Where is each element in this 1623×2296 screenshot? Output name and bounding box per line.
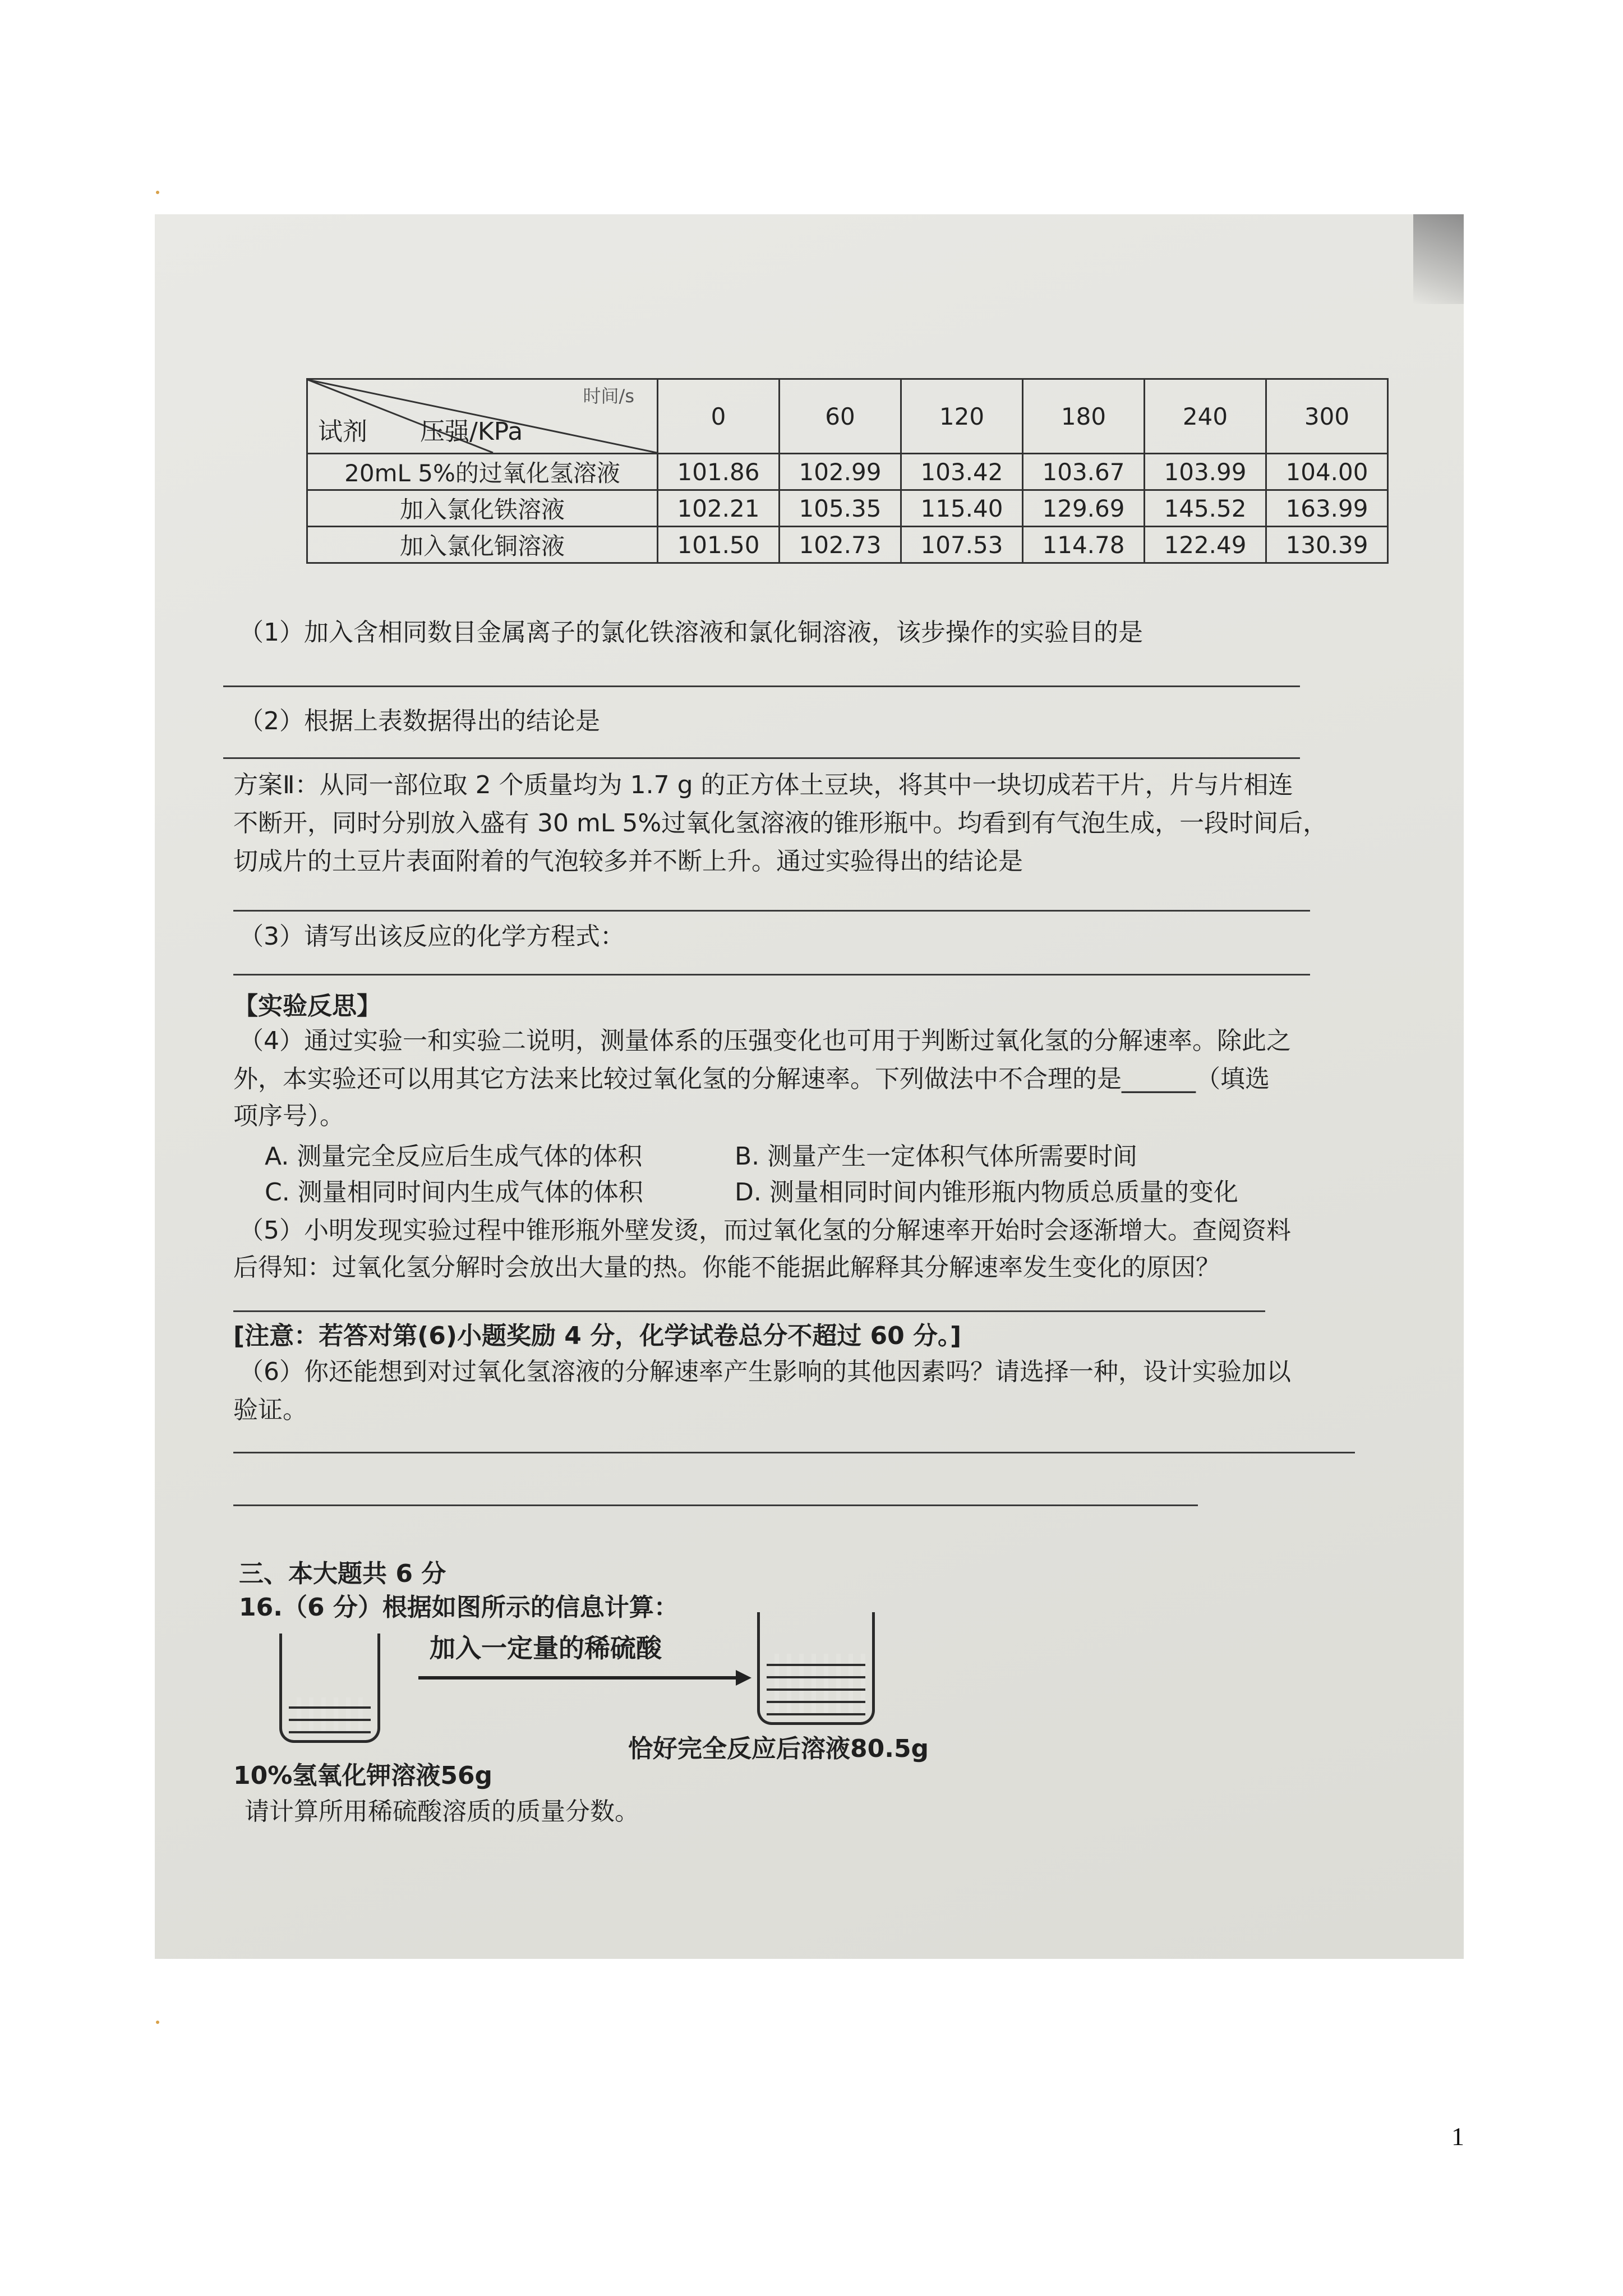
- answer-line-plan2[interactable]: [233, 910, 1310, 912]
- arrow-label: 加入一定量的稀硫酸: [430, 1633, 662, 1663]
- table-cell: 102.21: [658, 490, 780, 527]
- time-col: 60: [780, 379, 901, 454]
- left-beaker-solution: [289, 1697, 371, 1733]
- table-cell: 102.73: [780, 527, 901, 563]
- reaction-arrow: [418, 1676, 738, 1680]
- answer-line-5[interactable]: [233, 1310, 1265, 1312]
- right-beaker-solution: [767, 1654, 865, 1715]
- table-cell: 145.52: [1145, 490, 1266, 527]
- table-cell: 103.67: [1023, 454, 1145, 490]
- scanned-exam-page: [155, 214, 1464, 1959]
- question-4-line-3: 项序号）。: [233, 1102, 344, 1130]
- table-cell: 115.40: [901, 490, 1023, 527]
- answer-line-6b[interactable]: [233, 1504, 1198, 1506]
- question-3: （3）请写出该反应的化学方程式：: [239, 922, 625, 951]
- table-diagonal-header: [307, 379, 658, 454]
- table-cell: 101.50: [658, 527, 780, 563]
- reflection-title: 【实验反思】: [233, 992, 381, 1020]
- time-col: 300: [1266, 379, 1388, 454]
- row-label: 加入氯化铜溶液: [307, 527, 658, 563]
- table-cell: 114.78: [1023, 527, 1145, 563]
- right-beaker: [757, 1612, 875, 1725]
- question-2: （2）根据上表数据得出的结论是: [239, 707, 600, 735]
- question-6-line-1: （6）你还能想到对过氧化氢溶液的分解速率产生影响的其他因素吗？请选择一种，设计实验加以: [239, 1358, 1291, 1386]
- left-beaker: [279, 1634, 380, 1743]
- table-cell: 104.00: [1266, 454, 1388, 490]
- question-4-line-2: 外，本实验还可以用其它方法来比较过氧化氢的分解速率。下列做法中不合理的是______（填选: [233, 1065, 1270, 1093]
- page-number: 1: [1451, 2122, 1464, 2151]
- answer-line-2[interactable]: [223, 757, 1300, 759]
- option-c: C. 测量相同时间内生成气体的体积: [265, 1178, 643, 1207]
- margin-mark-bottom: [156, 2021, 159, 2024]
- question-4-line-1: （4）通过实验一和实验二说明，测量体系的压强变化也可用于判断过氧化氢的分解速率。除此之: [239, 1027, 1291, 1055]
- left-caption: 10%氢氧化钾溶液56g: [233, 1761, 493, 1790]
- photo-shadow-corner: [1413, 214, 1464, 304]
- question-5-line-2: 后得知：过氧化氢分解时会放出大量的热。你能不能据此解释其分解速率发生变化的原因？: [233, 1253, 1220, 1282]
- question-1: （1）加入含相同数目金属离子的氯化铁溶液和氯化铜溶液，该步操作的实验目的是: [239, 618, 1143, 647]
- table-cell: 122.49: [1145, 527, 1266, 563]
- section-3-title: 三、本大题共 6 分: [239, 1559, 446, 1588]
- bonus-note: [注意：若答对第(6)小题奖励 4 分，化学试卷总分不超过 60 分。]: [233, 1322, 962, 1350]
- table-cell: 107.53: [901, 527, 1023, 563]
- table-cell: 102.99: [780, 454, 901, 490]
- row-label: 加入氯化铁溶液: [307, 490, 658, 527]
- table-cell: 129.69: [1023, 490, 1145, 527]
- time-col: 180: [1023, 379, 1145, 454]
- option-d: D. 测量相同时间内锥形瓶内物质总质量的变化: [735, 1178, 1238, 1207]
- answer-line-6a[interactable]: [233, 1452, 1355, 1453]
- time-col: 0: [658, 379, 780, 454]
- plan-2-line-2: 不断开，同时分别放入盛有 30 mL 5%过氧化氢溶液的锥形瓶中。均看到有气泡生成，一段时间后，: [233, 809, 1328, 838]
- table-row: [307, 490, 1388, 527]
- answer-line-3[interactable]: [233, 974, 1310, 976]
- pressure-table: [306, 378, 1389, 564]
- time-col: 120: [901, 379, 1023, 454]
- margin-mark-top: [156, 191, 159, 194]
- header-reagent: 试剂: [318, 417, 367, 446]
- table-cell: 103.42: [901, 454, 1023, 490]
- question-6-line-2: 验证。: [233, 1396, 307, 1424]
- table-cell: 130.39: [1266, 527, 1388, 563]
- right-caption: 恰好完全反应后溶液80.5g: [628, 1734, 929, 1763]
- header-pressure: 压强/KPa: [420, 417, 523, 446]
- table-cell: 101.86: [658, 454, 780, 490]
- table-row: [307, 454, 1388, 490]
- question-16: 16.（6 分）根据如图所示的信息计算：: [239, 1593, 679, 1622]
- answer-line-1[interactable]: [223, 685, 1300, 687]
- question-5-line-1: （5）小明发现实验过程中锥形瓶外壁发烫，而过氧化氢的分解速率开始时会逐渐增大。查阅资料: [239, 1216, 1291, 1245]
- option-b: B. 测量产生一定体积气体所需要时间: [735, 1142, 1138, 1171]
- table-row: [307, 527, 1388, 563]
- table-cell: 163.99: [1266, 490, 1388, 527]
- row-label: 20mL 5%的过氧化氢溶液: [307, 454, 658, 490]
- plan-2-line-3: 切成片的土豆片表面附着的气泡较多并不断上升。通过实验得出的结论是: [233, 847, 1023, 876]
- table-cell: 103.99: [1145, 454, 1266, 490]
- table-cell: 105.35: [780, 490, 901, 527]
- question-16-ask: 请计算所用稀硫酸溶质的质量分数。: [245, 1797, 639, 1826]
- arrow-head: [736, 1670, 751, 1686]
- plan-2-line-1: 方案Ⅱ：从同一部位取 2 个质量均为 1.7 g 的正方体土豆块，将其中一块切成若干片，片与片相连: [233, 771, 1293, 799]
- header-time: 时间/s: [583, 385, 634, 407]
- option-a: A. 测量完全反应后生成气体的体积: [265, 1142, 643, 1171]
- time-col: 240: [1145, 379, 1266, 454]
